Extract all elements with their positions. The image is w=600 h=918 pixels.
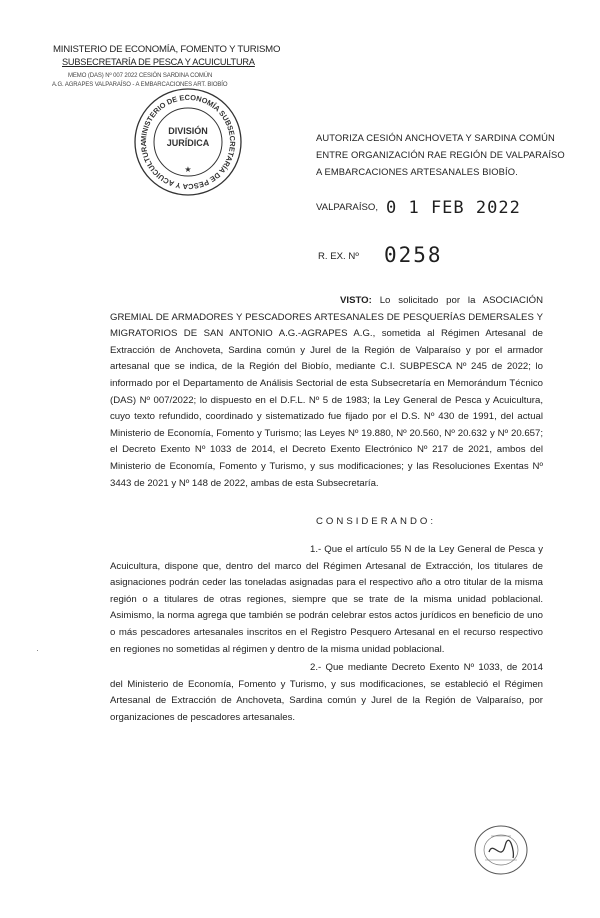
seal-star: ★ xyxy=(184,165,192,174)
memo-reference-2: A.G. AGRAPES VALPARAÍSO - A EMBARCACIONES ART. BIOBÍO xyxy=(52,82,228,88)
visto-section xyxy=(110,293,543,492)
margin-mark: · xyxy=(36,645,39,655)
seal-ring-text: MINISTERIO DE ECONOMÍA SUBSECRETARÍA DE PESCA Y ACUICULTURA xyxy=(138,92,238,192)
place-label: VALPARAÍSO, xyxy=(316,202,379,213)
ministry-seal-icon xyxy=(132,86,244,198)
paragraph-2-text: 2.- Que mediante Decreto Exento Nº 1033, de 2014 del Ministerio de Economía, Fomento y Turismo, y sus modificaciones, se estableció el Régimen Artesanal de Extracción de Anchoveta, Sardina común y Jurel de la Región de Valparaíso, por organizaciones de pescadores artesanales. xyxy=(110,662,543,723)
rex-number: 0258 xyxy=(384,243,443,267)
resolution-date: 0 1 FEB 2022 xyxy=(386,198,521,218)
considerando-paragraph-1 xyxy=(110,542,543,658)
initials-stamp-icon xyxy=(471,822,531,878)
header-ministry: MINISTERIO DE ECONOMÍA, FOMENTO Y TURISMO xyxy=(53,44,281,55)
seal-center-line2: JURÍDICA xyxy=(166,138,210,148)
memo-reference: MEMO (DAS) Nº 007 2022 CESIÓN SARDINA COMÚN xyxy=(68,73,213,79)
visto-label: VISTO: xyxy=(340,295,372,306)
seal-center-line1: DIVISIÓN xyxy=(168,126,208,136)
rex-label: R. EX. Nº xyxy=(318,251,359,262)
header-undersecretariat: SUBSECRETARÍA DE PESCA Y ACUICULTURA xyxy=(62,57,255,67)
considerando-heading: CONSIDERANDO: xyxy=(316,516,437,527)
resolution-subject: AUTORIZA CESIÓN ANCHOVETA Y SARDINA COMÚN ENTRE ORGANIZACIÓN RAE REGIÓN DE VALPARAÍSO A EMBARCACIONES ARTESANALES BIOBÍO. xyxy=(316,132,565,177)
considerando-paragraph-2 xyxy=(110,660,543,726)
visto-text: Lo solicitado por la ASOCIACIÓN GREMIAL DE ARMADORES Y PESCADORES ARTESANALES DE PESQUERÍAS DEMERSALES Y MIGRATORIOS DE SAN ANTONIO A.G.-AGRAPES A.G., sometida al Régimen Artesanal de Extracción de Anchoveta, Sardina común y Jurel de la Región de Valparaíso y por el armador artesanal que se indica, de la Región del Biobío, mediante C.I. SUBPESCA Nº 245 de 2022; lo informado por el Departamento de Análisis Sectorial de esta Subsecretaría en Memorándum Técnico (DAS) Nº 007/2022; lo dispuesto en el D.F.L. Nº 5 de 1983; la Ley General de Pesca y Acuicultura, cuyo texto refundido, coordinado y sistematizado fue fijado por el D.S. Nº 430 de 1991, del actual Ministerio de Economía, Fomento y Turismo; las Leyes Nº 19.880, Nº 20.560, Nº 20.632 y Nº 20.657; el Decreto Exento Nº 1033 de 2014, el Decreto Exento Electrónico Nº 217 de 2021, ambos del Ministerio de Economía, Fomento y Turismo, y sus modificaciones; y las Resoluciones Exentas Nº 3443 de 2021 y Nº 148 de 2022, ambas de esta Subsecretaría. xyxy=(110,295,544,489)
paragraph-1-text: 1.- Que el artículo 55 N de la Ley General de Pesca y Acuicultura, dispone que, dentro del marco del Régimen Artesanal de Extracción, los titulares de asignaciones podrán ceder las toneladas asignadas para el respectivo año a otro titular de la misma región o a titulares de otras regiones, siempre que se trate de la misma unidad poblacional. Asimismo, la norma agrega que también se podrán celebrar estos actos jurídicos en beneficio de uno o más pescadores artesanales inscritos en el Registro Pesquero Artesanal en el recurso respectivo en regiones no sometidas al régimen y dentro de la misma unidad poblacional. xyxy=(110,544,543,655)
